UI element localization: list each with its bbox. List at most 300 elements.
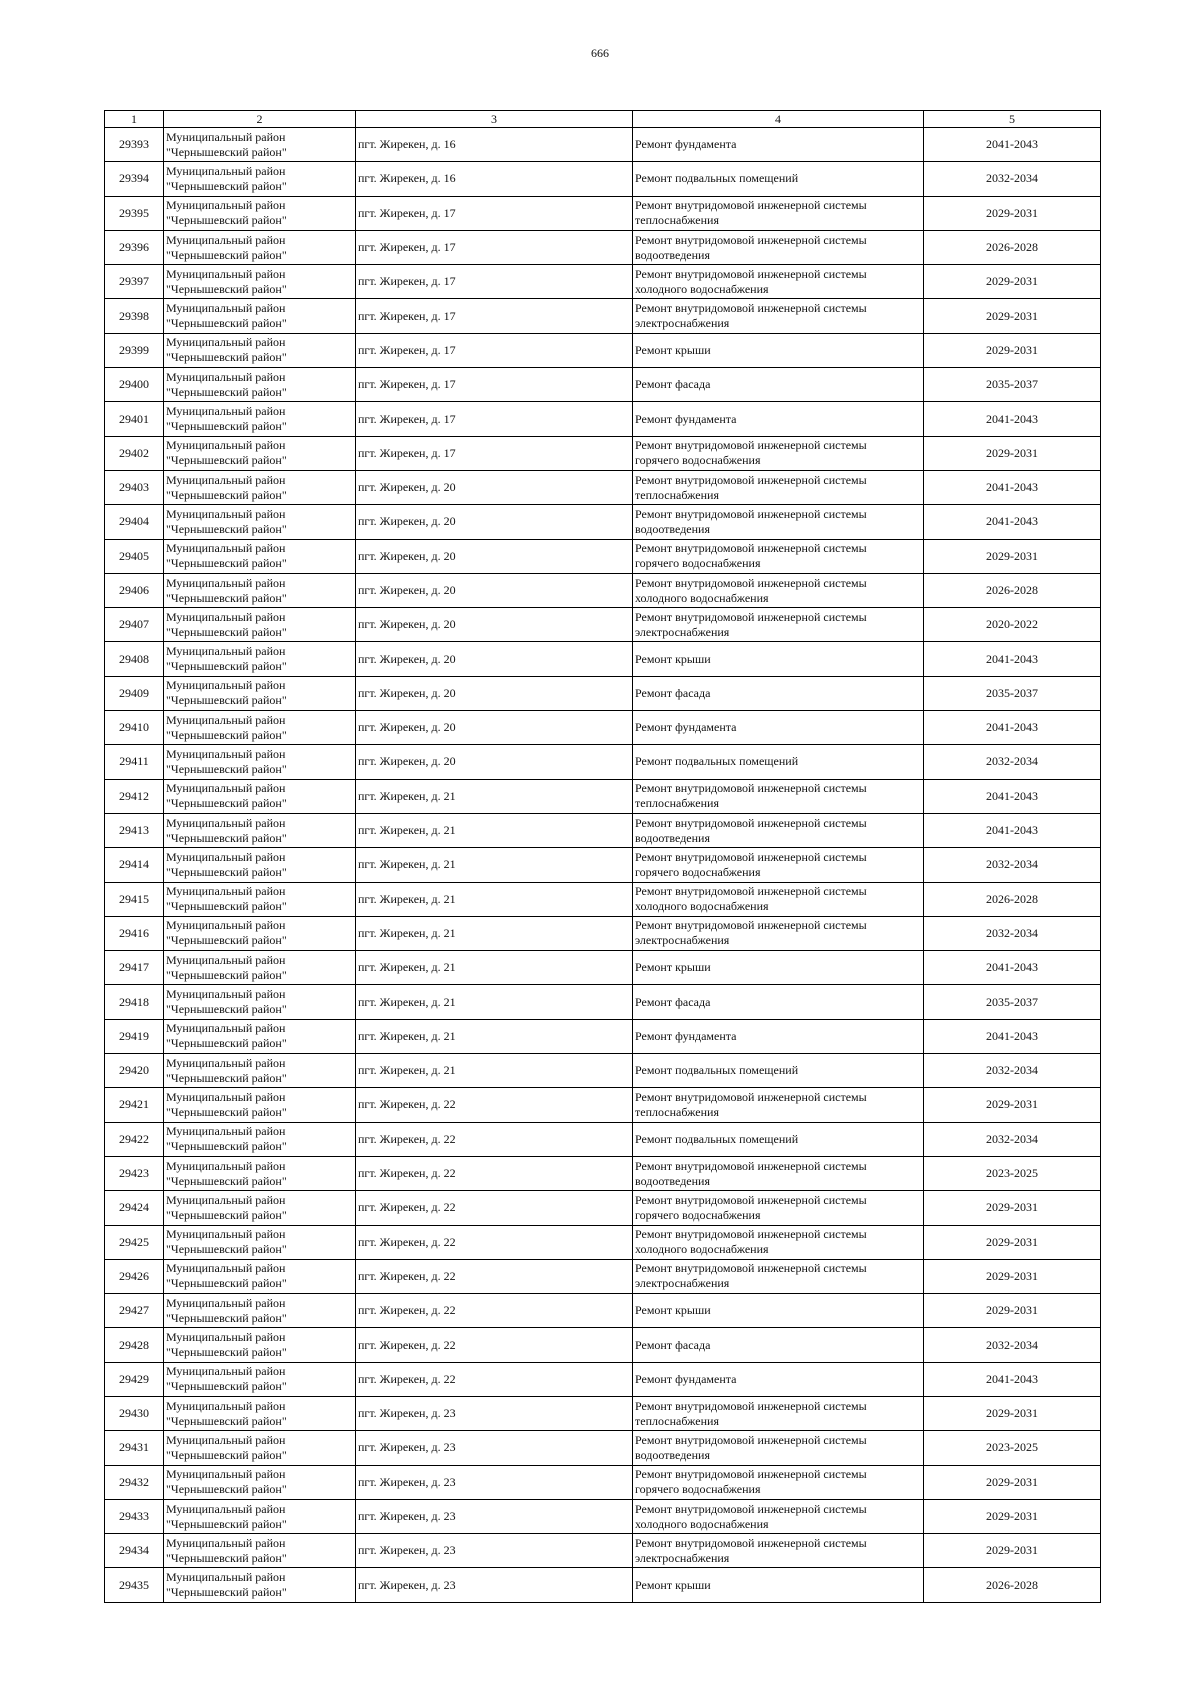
- municipality-cell: [164, 951, 356, 985]
- table-row: [105, 608, 1101, 642]
- row-number-cell: 29403: [105, 470, 164, 504]
- row-number-cell: 29404: [105, 505, 164, 539]
- work-type-cell: [633, 402, 924, 436]
- address-cell: пгт. Жирекен, д. 22: [356, 1259, 633, 1293]
- municipality-line: "Чернышевский район": [166, 384, 287, 399]
- work-type-cell: [633, 573, 924, 607]
- work-type-cell: [633, 985, 924, 1019]
- column-header-3: 3: [356, 111, 633, 128]
- municipality-line: Муниципальный район: [166, 1124, 286, 1139]
- period-cell: 2032-2034: [924, 848, 1101, 882]
- municipality-line: Муниципальный район: [166, 609, 286, 624]
- municipality-cell: [164, 436, 356, 470]
- page-number: 666: [591, 46, 609, 60]
- work-type-line: Ремонт внутридомовой инженерной системы: [635, 472, 867, 487]
- municipality-line: Муниципальный район: [166, 644, 286, 659]
- work-type-cell: [633, 1328, 924, 1362]
- work-type-line: электроснабжения: [635, 316, 730, 331]
- municipality-cell: [164, 1499, 356, 1533]
- work-type-cell: [633, 711, 924, 745]
- row-number-cell: 29422: [105, 1122, 164, 1156]
- work-type-cell: [633, 1191, 924, 1225]
- period-cell: 2041-2043: [924, 128, 1101, 162]
- work-type-cell: [633, 436, 924, 470]
- municipality-line: Муниципальный район: [166, 438, 286, 453]
- work-type-line: Ремонт фундамента: [635, 411, 737, 426]
- municipality-cell: [164, 196, 356, 230]
- work-type-cell: [633, 1294, 924, 1328]
- municipality-cell: [164, 1122, 356, 1156]
- address-cell: пгт. Жирекен, д. 20: [356, 573, 633, 607]
- period-cell: 2035-2037: [924, 676, 1101, 710]
- address-cell: пгт. Жирекен, д. 23: [356, 1568, 633, 1602]
- table-row: [105, 779, 1101, 813]
- period-cell: 2029-2031: [924, 1294, 1101, 1328]
- municipality-cell: [164, 1328, 356, 1362]
- work-type-cell: [633, 1156, 924, 1190]
- municipality-cell: [164, 642, 356, 676]
- municipality-cell: [164, 1156, 356, 1190]
- period-cell: 2041-2043: [924, 642, 1101, 676]
- row-number-cell: 29427: [105, 1294, 164, 1328]
- municipality-line: "Чернышевский район": [166, 213, 287, 228]
- municipality-cell: [164, 1362, 356, 1396]
- work-type-line: Ремонт подвальных помещений: [635, 171, 799, 186]
- municipality-cell: [164, 505, 356, 539]
- period-cell: 2026-2028: [924, 882, 1101, 916]
- table-row: [105, 1259, 1101, 1293]
- municipality-line: Муниципальный район: [166, 1192, 286, 1207]
- work-type-line: Ремонт внутридомовой инженерной системы: [635, 438, 867, 453]
- municipality-line: Муниципальный район: [166, 266, 286, 281]
- table-row: [105, 230, 1101, 264]
- table-row: [105, 745, 1101, 779]
- row-number-cell: 29413: [105, 813, 164, 847]
- work-type-line: Ремонт фасада: [635, 1337, 711, 1352]
- row-number-cell: 29421: [105, 1088, 164, 1122]
- municipality-line: "Чернышевский район": [166, 830, 287, 845]
- municipality-cell: [164, 745, 356, 779]
- municipality-line: Муниципальный район: [166, 575, 286, 590]
- municipality-cell: [164, 1054, 356, 1088]
- municipality-line: "Чернышевский район": [166, 350, 287, 365]
- municipality-line: Муниципальный район: [166, 884, 286, 899]
- municipality-line: Муниципальный район: [166, 952, 286, 967]
- table-row: [105, 1225, 1101, 1259]
- address-cell: пгт. Жирекен, д. 17: [356, 196, 633, 230]
- table-body: [105, 128, 1101, 1603]
- period-cell: 2020-2022: [924, 608, 1101, 642]
- table-row: [105, 1499, 1101, 1533]
- municipality-line: Муниципальный район: [166, 369, 286, 384]
- address-cell: пгт. Жирекен, д. 21: [356, 779, 633, 813]
- municipality-line: Муниципальный район: [166, 404, 286, 419]
- address-cell: пгт. Жирекен, д. 21: [356, 985, 633, 1019]
- address-cell: пгт. Жирекен, д. 22: [356, 1191, 633, 1225]
- address-cell: пгт. Жирекен, д. 22: [356, 1328, 633, 1362]
- address-cell: пгт. Жирекен, д. 21: [356, 1054, 633, 1088]
- municipality-line: "Чернышевский район": [166, 1002, 287, 1017]
- work-type-line: водоотведения: [635, 247, 710, 262]
- period-cell: 2035-2037: [924, 985, 1101, 1019]
- work-type-line: горячего водоснабжения: [635, 453, 761, 468]
- municipality-line: "Чернышевский район": [166, 419, 287, 434]
- municipality-line: "Чернышевский район": [166, 453, 287, 468]
- address-cell: пгт. Жирекен, д. 21: [356, 1019, 633, 1053]
- municipality-line: Муниципальный район: [166, 678, 286, 693]
- work-type-cell: [633, 368, 924, 402]
- work-type-cell: [633, 265, 924, 299]
- address-cell: пгт. Жирекен, д. 17: [356, 265, 633, 299]
- table-row: [105, 951, 1101, 985]
- period-cell: 2026-2028: [924, 1568, 1101, 1602]
- row-number-cell: 29414: [105, 848, 164, 882]
- work-type-line: Ремонт внутридомовой инженерной системы: [635, 198, 867, 213]
- work-type-line: водоотведения: [635, 1447, 710, 1462]
- row-number-cell: 29408: [105, 642, 164, 676]
- period-cell: 2029-2031: [924, 1088, 1101, 1122]
- municipality-line: "Чернышевский район": [166, 1242, 287, 1257]
- municipality-cell: [164, 1294, 356, 1328]
- row-number-cell: 29395: [105, 196, 164, 230]
- work-type-line: Ремонт крыши: [635, 960, 711, 975]
- table-row: [105, 265, 1101, 299]
- municipality-line: Муниципальный район: [166, 1398, 286, 1413]
- work-type-cell: [633, 1499, 924, 1533]
- work-type-cell: [633, 779, 924, 813]
- municipality-line: Муниципальный район: [166, 1330, 286, 1345]
- row-number-cell: 29393: [105, 128, 164, 162]
- address-cell: пгт. Жирекен, д. 17: [356, 368, 633, 402]
- municipality-line: "Чернышевский район": [166, 659, 287, 674]
- work-type-line: Ремонт подвальных помещений: [635, 1131, 799, 1146]
- table-row: [105, 1534, 1101, 1568]
- work-type-line: Ремонт фасада: [635, 685, 711, 700]
- work-type-line: Ремонт внутридомовой инженерной системы: [635, 1501, 867, 1516]
- work-type-cell: [633, 676, 924, 710]
- municipality-line: "Чернышевский район": [166, 1550, 287, 1565]
- work-type-cell: [633, 1054, 924, 1088]
- municipality-line: "Чернышевский район": [166, 316, 287, 331]
- municipality-cell: [164, 779, 356, 813]
- municipality-line: Муниципальный район: [166, 1467, 286, 1482]
- period-cell: 2029-2031: [924, 265, 1101, 299]
- municipality-line: Муниципальный район: [166, 541, 286, 556]
- municipality-cell: [164, 813, 356, 847]
- work-type-line: холодного водоснабжения: [635, 1242, 769, 1257]
- table-row: [105, 539, 1101, 573]
- work-type-cell: [633, 299, 924, 333]
- row-number-cell: 29428: [105, 1328, 164, 1362]
- period-cell: 2032-2034: [924, 745, 1101, 779]
- period-cell: 2041-2043: [924, 470, 1101, 504]
- work-type-line: Ремонт внутридомовой инженерной системы: [635, 266, 867, 281]
- row-number-cell: 29410: [105, 711, 164, 745]
- table-row: [105, 1156, 1101, 1190]
- work-type-line: электроснабжения: [635, 624, 730, 639]
- municipality-line: Муниципальный район: [166, 232, 286, 247]
- work-type-cell: [633, 470, 924, 504]
- work-type-line: электроснабжения: [635, 933, 730, 948]
- work-type-line: Ремонт крыши: [635, 1577, 711, 1592]
- work-type-cell: [633, 848, 924, 882]
- work-type-line: Ремонт внутридомовой инженерной системы: [635, 815, 867, 830]
- table-row: [105, 1362, 1101, 1396]
- address-cell: пгт. Жирекен, д. 21: [356, 916, 633, 950]
- address-cell: пгт. Жирекен, д. 23: [356, 1534, 633, 1568]
- work-type-cell: [633, 642, 924, 676]
- municipality-line: "Чернышевский район": [166, 727, 287, 742]
- work-type-line: Ремонт внутридомовой инженерной системы: [635, 1158, 867, 1173]
- municipality-cell: [164, 265, 356, 299]
- address-cell: пгт. Жирекен, д. 16: [356, 162, 633, 196]
- municipality-cell: [164, 299, 356, 333]
- row-number-cell: 29398: [105, 299, 164, 333]
- table-row: [105, 470, 1101, 504]
- municipality-line: "Чернышевский район": [166, 864, 287, 879]
- table-row: [105, 1328, 1101, 1362]
- address-cell: пгт. Жирекен, д. 23: [356, 1431, 633, 1465]
- table-row: [105, 985, 1101, 1019]
- work-type-cell: [633, 505, 924, 539]
- table-row: [105, 196, 1101, 230]
- work-type-line: Ремонт внутридомовой инженерной системы: [635, 781, 867, 796]
- work-type-line: Ремонт фундамента: [635, 720, 737, 735]
- row-number-cell: 29396: [105, 230, 164, 264]
- address-cell: пгт. Жирекен, д. 17: [356, 230, 633, 264]
- column-header-5: 5: [924, 111, 1101, 128]
- municipality-cell: [164, 1088, 356, 1122]
- table-row: [105, 1431, 1101, 1465]
- work-type-cell: [633, 1568, 924, 1602]
- table-row: [105, 128, 1101, 162]
- row-number-cell: 29433: [105, 1499, 164, 1533]
- municipality-line: Муниципальный район: [166, 1364, 286, 1379]
- municipality-cell: [164, 1396, 356, 1430]
- column-header-1: 1: [105, 111, 164, 128]
- municipality-line: "Чернышевский район": [166, 487, 287, 502]
- period-cell: 2032-2034: [924, 916, 1101, 950]
- work-type-line: холодного водоснабжения: [635, 899, 769, 914]
- municipality-cell: [164, 985, 356, 1019]
- row-number-cell: 29394: [105, 162, 164, 196]
- work-type-cell: [633, 1465, 924, 1499]
- table-row: [105, 882, 1101, 916]
- work-type-line: Ремонт внутридомовой инженерной системы: [635, 884, 867, 899]
- row-number-cell: 29435: [105, 1568, 164, 1602]
- row-number-cell: 29416: [105, 916, 164, 950]
- work-type-line: Ремонт внутридомовой инженерной системы: [635, 575, 867, 590]
- work-type-cell: [633, 1396, 924, 1430]
- address-cell: пгт. Жирекен, д. 20: [356, 608, 633, 642]
- row-number-cell: 29397: [105, 265, 164, 299]
- row-number-cell: 29424: [105, 1191, 164, 1225]
- work-type-line: Ремонт внутридомовой инженерной системы: [635, 849, 867, 864]
- municipality-line: Муниципальный район: [166, 1089, 286, 1104]
- column-header-4: 4: [633, 111, 924, 128]
- municipality-line: Муниципальный район: [166, 1227, 286, 1242]
- work-type-line: Ремонт крыши: [635, 651, 711, 666]
- address-cell: пгт. Жирекен, д. 21: [356, 951, 633, 985]
- work-type-cell: [633, 1122, 924, 1156]
- work-type-line: горячего водоснабжения: [635, 556, 761, 571]
- municipality-line: Муниципальный район: [166, 301, 286, 316]
- row-number-cell: 29420: [105, 1054, 164, 1088]
- work-type-line: водоотведения: [635, 1173, 710, 1188]
- table-row: [105, 1191, 1101, 1225]
- row-number-cell: 29406: [105, 573, 164, 607]
- table-row: [105, 505, 1101, 539]
- row-number-cell: 29430: [105, 1396, 164, 1430]
- municipality-line: "Чернышевский район": [166, 1036, 287, 1051]
- period-cell: 2041-2043: [924, 1362, 1101, 1396]
- municipality-line: "Чернышевский район": [166, 624, 287, 639]
- municipality-line: "Чернышевский район": [166, 1447, 287, 1462]
- row-number-cell: 29423: [105, 1156, 164, 1190]
- address-cell: пгт. Жирекен, д. 20: [356, 745, 633, 779]
- work-type-line: Ремонт внутридомовой инженерной системы: [635, 541, 867, 556]
- row-number-cell: 29432: [105, 1465, 164, 1499]
- municipality-line: Муниципальный район: [166, 1295, 286, 1310]
- period-cell: 2032-2034: [924, 1054, 1101, 1088]
- work-type-cell: [633, 608, 924, 642]
- address-cell: пгт. Жирекен, д. 20: [356, 539, 633, 573]
- work-type-cell: [633, 333, 924, 367]
- municipality-line: Муниципальный район: [166, 1158, 286, 1173]
- municipality-cell: [164, 1225, 356, 1259]
- work-type-line: теплоснабжения: [635, 796, 719, 811]
- work-type-line: Ремонт внутридомовой инженерной системы: [635, 1192, 867, 1207]
- municipality-line: Муниципальный район: [166, 1535, 286, 1550]
- municipality-cell: [164, 470, 356, 504]
- work-type-line: Ремонт крыши: [635, 1303, 711, 1318]
- work-type-line: теплоснабжения: [635, 213, 719, 228]
- municipality-line: Муниципальный район: [166, 746, 286, 761]
- municipality-line: Муниципальный район: [166, 1055, 286, 1070]
- municipality-line: "Чернышевский район": [166, 556, 287, 571]
- period-cell: 2026-2028: [924, 573, 1101, 607]
- work-type-cell: [633, 1534, 924, 1568]
- work-type-line: водоотведения: [635, 830, 710, 845]
- address-cell: пгт. Жирекен, д. 23: [356, 1465, 633, 1499]
- work-type-line: Ремонт внутридомовой инженерной системы: [635, 1432, 867, 1447]
- work-type-cell: [633, 1019, 924, 1053]
- row-number-cell: 29426: [105, 1259, 164, 1293]
- period-cell: 2032-2034: [924, 1122, 1101, 1156]
- period-cell: 2029-2031: [924, 1259, 1101, 1293]
- table-row: [105, 642, 1101, 676]
- municipality-line: Муниципальный район: [166, 918, 286, 933]
- work-type-line: Ремонт внутридомовой инженерной системы: [635, 232, 867, 247]
- municipality-line: Муниципальный район: [166, 163, 286, 178]
- municipality-line: "Чернышевский район": [166, 1070, 287, 1085]
- municipality-line: Муниципальный район: [166, 1432, 286, 1447]
- municipality-cell: [164, 1259, 356, 1293]
- row-number-cell: 29411: [105, 745, 164, 779]
- table-row: [105, 676, 1101, 710]
- header-row: [105, 111, 1101, 128]
- address-cell: пгт. Жирекен, д. 20: [356, 642, 633, 676]
- row-number-cell: 29418: [105, 985, 164, 1019]
- work-type-line: холодного водоснабжения: [635, 590, 769, 605]
- row-number-cell: 29401: [105, 402, 164, 436]
- municipality-line: "Чернышевский район": [166, 967, 287, 982]
- work-type-line: Ремонт подвальных помещений: [635, 754, 799, 769]
- municipality-line: "Чернышевский район": [166, 761, 287, 776]
- period-cell: 2029-2031: [924, 299, 1101, 333]
- municipality-line: Муниципальный район: [166, 335, 286, 350]
- period-cell: 2029-2031: [924, 1191, 1101, 1225]
- municipality-cell: [164, 573, 356, 607]
- table-row: [105, 1396, 1101, 1430]
- municipality-line: Муниципальный район: [166, 129, 286, 144]
- period-cell: 2023-2025: [924, 1431, 1101, 1465]
- work-type-line: Ремонт внутридомовой инженерной системы: [635, 1261, 867, 1276]
- table-row: [105, 1465, 1101, 1499]
- period-cell: 2041-2043: [924, 1019, 1101, 1053]
- row-number-cell: 29417: [105, 951, 164, 985]
- row-number-cell: 29415: [105, 882, 164, 916]
- work-type-line: электроснабжения: [635, 1550, 730, 1565]
- table-row: [105, 402, 1101, 436]
- municipality-cell: [164, 230, 356, 264]
- municipality-line: "Чернышевский район": [166, 144, 287, 159]
- row-number-cell: 29419: [105, 1019, 164, 1053]
- period-cell: 2029-2031: [924, 1396, 1101, 1430]
- address-cell: пгт. Жирекен, д. 23: [356, 1499, 633, 1533]
- table-row: [105, 299, 1101, 333]
- municipality-line: Муниципальный район: [166, 472, 286, 487]
- municipality-line: Муниципальный район: [166, 1021, 286, 1036]
- address-cell: пгт. Жирекен, д. 21: [356, 882, 633, 916]
- address-cell: пгт. Жирекен, д. 22: [356, 1156, 633, 1190]
- period-cell: 2041-2043: [924, 711, 1101, 745]
- municipality-line: Муниципальный район: [166, 987, 286, 1002]
- table-row: [105, 1054, 1101, 1088]
- row-number-cell: 29400: [105, 368, 164, 402]
- address-cell: пгт. Жирекен, д. 22: [356, 1294, 633, 1328]
- work-type-line: Ремонт внутридомовой инженерной системы: [635, 1467, 867, 1482]
- work-type-line: Ремонт внутридомовой инженерной системы: [635, 918, 867, 933]
- municipality-line: "Чернышевский район": [166, 1173, 287, 1188]
- address-cell: пгт. Жирекен, д. 22: [356, 1362, 633, 1396]
- work-type-line: электроснабжения: [635, 1276, 730, 1291]
- work-type-cell: [633, 128, 924, 162]
- address-cell: пгт. Жирекен, д. 20: [356, 470, 633, 504]
- work-type-line: горячего водоснабжения: [635, 1482, 761, 1497]
- period-cell: 2023-2025: [924, 1156, 1101, 1190]
- address-cell: пгт. Жирекен, д. 17: [356, 436, 633, 470]
- table-row: [105, 711, 1101, 745]
- work-type-line: Ремонт внутридомовой инженерной системы: [635, 301, 867, 316]
- row-number-cell: 29429: [105, 1362, 164, 1396]
- table-row: [105, 848, 1101, 882]
- table-row: [105, 1122, 1101, 1156]
- row-number-cell: 29431: [105, 1431, 164, 1465]
- table-row: [105, 1088, 1101, 1122]
- period-cell: 2032-2034: [924, 1328, 1101, 1362]
- work-type-line: Ремонт фундамента: [635, 1371, 737, 1386]
- work-type-line: Ремонт внутридомовой инженерной системы: [635, 1398, 867, 1413]
- work-type-line: Ремонт подвальных помещений: [635, 1063, 799, 1078]
- work-type-cell: [633, 882, 924, 916]
- work-type-cell: [633, 813, 924, 847]
- municipality-cell: [164, 1534, 356, 1568]
- work-type-line: теплоснабжения: [635, 1104, 719, 1119]
- work-type-cell: [633, 539, 924, 573]
- municipality-line: "Чернышевский район": [166, 178, 287, 193]
- work-type-line: Ремонт крыши: [635, 342, 711, 357]
